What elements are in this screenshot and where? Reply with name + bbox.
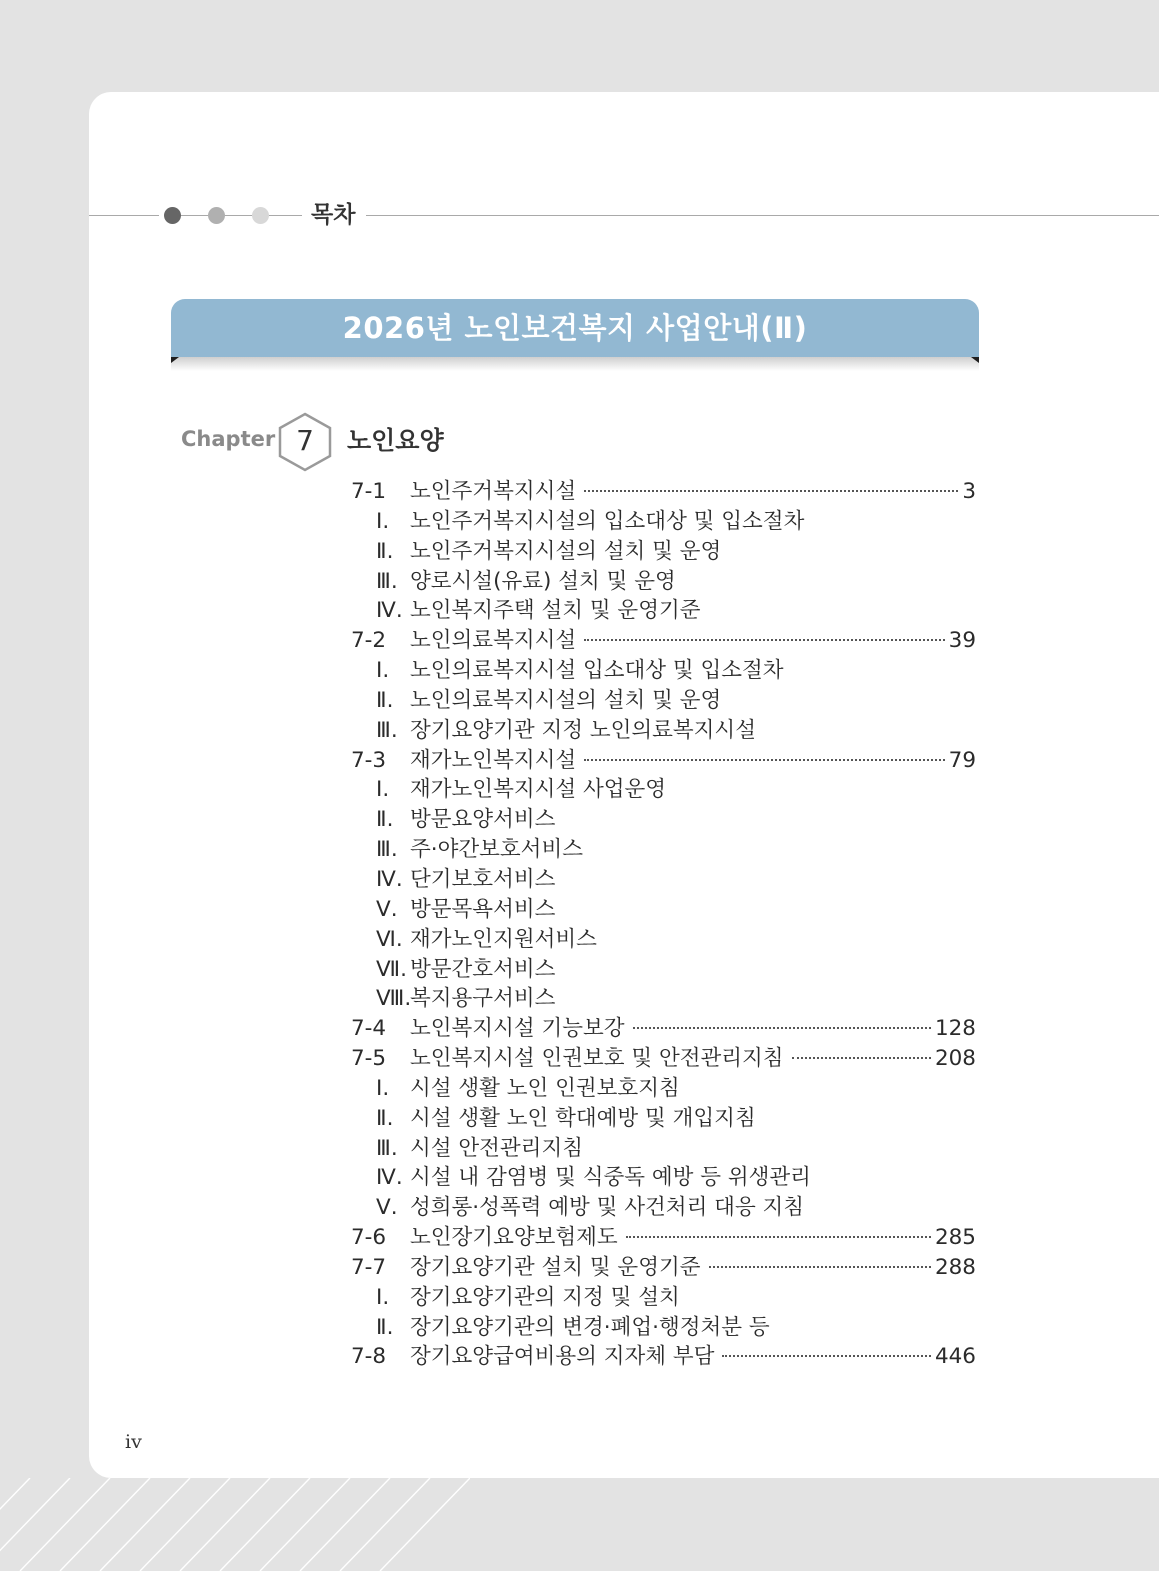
toc-subentry-title: 성희롱·성폭력 예방 및 사건처리 대응 지침 (410, 1195, 805, 1221)
toc-subentry-numeral: Ⅶ. (376, 956, 407, 982)
toc-entry-number: 7-8 (351, 1344, 387, 1370)
toc-subentry-title: 노인주거복지시설의 입소대상 및 입소절차 (410, 508, 805, 534)
toc-subentry-numeral: Ⅰ. (376, 658, 390, 684)
table-of-contents (351, 477, 976, 1372)
toc-entry-number: 7-3 (351, 747, 387, 773)
page-sheet (89, 92, 1159, 1478)
toc-subentry-numeral: Ⅷ. (376, 986, 412, 1012)
banner-fold-right (971, 357, 979, 363)
toc-subentry-title: 장기요양기관의 지정 및 설치 (410, 1284, 680, 1310)
toc-subentry[interactable] (351, 716, 976, 746)
toc-entry-page: 446 (934, 1344, 976, 1370)
toc-entry[interactable] (351, 746, 976, 776)
toc-entry[interactable] (351, 1253, 976, 1283)
toc-entry[interactable] (351, 1044, 976, 1074)
toc-entry-number: 7-5 (351, 1046, 387, 1072)
toc-subentry[interactable] (351, 596, 976, 626)
header-line-seg3 (269, 215, 302, 216)
toc-subentry-numeral: Ⅲ. (376, 717, 398, 743)
toc-subentry-title: 장기요양기관의 변경·폐업·행정처분 등 (410, 1314, 770, 1340)
dot-leader (633, 1026, 931, 1029)
toc-subentry-title: 주·야간보호서비스 (410, 837, 583, 863)
toc-entry-title: 노인복지시설 인권보호 및 안전관리지침 (410, 1046, 784, 1072)
dot-leader (584, 758, 944, 761)
toc-subentry[interactable] (351, 1283, 976, 1313)
toc-subentry-title: 장기요양기관 지정 노인의료복지시설 (410, 717, 756, 743)
toc-entry-title: 장기요양급여비용의 지자체 부담 (410, 1344, 715, 1370)
toc-subentry-numeral: Ⅰ. (376, 508, 390, 534)
toc-entry-title: 노인장기요양보험제도 (410, 1225, 618, 1251)
toc-subentry-title: 재가노인지원서비스 (410, 926, 597, 952)
toc-entry-title: 장기요양기관 설치 및 운영기준 (410, 1254, 701, 1280)
header-line-seg1 (181, 215, 208, 216)
toc-subentry[interactable] (351, 895, 976, 925)
toc-subentry[interactable] (351, 686, 976, 716)
toc-subentry-numeral: Ⅰ. (376, 1075, 390, 1101)
toc-entry-title: 노인복지시설 기능보강 (410, 1016, 625, 1042)
section-header (89, 197, 1159, 233)
toc-entry-page: 285 (934, 1225, 976, 1251)
toc-entry[interactable] (351, 477, 976, 507)
toc-subentry-numeral: Ⅰ. (376, 1284, 390, 1310)
dot-leader (792, 1056, 931, 1059)
section-title: 목차 (311, 202, 356, 228)
toc-entry-page: 3 (962, 479, 976, 504)
book-title: 2026년 노인보건복지 사업안내(Ⅱ) (342, 311, 808, 345)
toc-subentry-title: 시설 생활 노인 인권보호지침 (410, 1075, 680, 1101)
toc-subentry[interactable] (351, 1134, 976, 1164)
dot-leader (722, 1354, 931, 1357)
toc-subentry-numeral: Ⅳ. (376, 866, 403, 892)
toc-subentry[interactable] (351, 1104, 976, 1134)
toc-subentry-title: 노인의료복지시설의 설치 및 운영 (410, 687, 722, 713)
dot-leader (584, 489, 958, 492)
chapter-number: 7 (296, 424, 314, 457)
toc-subentry[interactable] (351, 925, 976, 955)
toc-subentry-title: 노인복지주택 설치 및 운영기준 (410, 598, 701, 624)
toc-subentry-title: 방문간호서비스 (410, 956, 556, 982)
toc-entry-number: 7-4 (351, 1016, 387, 1042)
toc-subentry-title: 시설 생활 노인 학대예방 및 개입지침 (410, 1105, 756, 1131)
toc-subentry-title: 복지용구서비스 (410, 986, 556, 1012)
toc-subentry-title: 노인의료복지시설 입소대상 및 입소절차 (410, 658, 784, 684)
toc-subentry-title: 방문요양서비스 (410, 807, 556, 833)
toc-subentry[interactable] (351, 835, 976, 865)
toc-subentry-numeral: Ⅱ. (376, 807, 394, 833)
toc-subentry-numeral: Ⅳ. (376, 1165, 403, 1191)
toc-subentry-title: 노인주거복지시설의 설치 및 운영 (410, 538, 722, 564)
header-dot-light (252, 207, 269, 224)
header-line-right (366, 215, 1159, 216)
chapter-word: Chapter (181, 427, 276, 451)
toc-entry[interactable] (351, 1342, 976, 1372)
toc-subentry-numeral: Ⅰ. (376, 777, 390, 803)
toc-entry-title: 노인주거복지시설 (410, 479, 577, 504)
toc-subentry[interactable] (351, 1193, 976, 1223)
toc-subentry[interactable] (351, 775, 976, 805)
toc-subentry[interactable] (351, 984, 976, 1014)
toc-subentry-numeral: Ⅱ. (376, 1314, 394, 1340)
toc-entry-page: 79 (948, 747, 976, 773)
book-title-banner (171, 299, 979, 357)
toc-subentry[interactable] (351, 865, 976, 895)
toc-subentry-numeral: Ⅲ. (376, 837, 398, 863)
toc-subentry-numeral: Ⅱ. (376, 1105, 394, 1131)
toc-subentry[interactable] (351, 805, 976, 835)
toc-subentry-title: 재가노인복지시설 사업운영 (410, 777, 667, 803)
toc-subentry-title: 방문목욕서비스 (410, 896, 556, 922)
toc-subentry[interactable] (351, 537, 976, 567)
toc-entry-page: 288 (934, 1254, 976, 1280)
header-dot-mid (208, 207, 225, 224)
header-dot-dark (164, 207, 181, 224)
page-number: iv (125, 1431, 142, 1453)
toc-entry-number: 7-1 (351, 479, 387, 504)
toc-subentry-title: 단기보호서비스 (410, 866, 556, 892)
dot-leader (709, 1265, 931, 1268)
toc-entry[interactable] (351, 1223, 976, 1253)
toc-entry-page: 39 (948, 628, 976, 654)
toc-subentry[interactable] (351, 567, 976, 597)
toc-subentry-numeral: Ⅴ. (376, 896, 398, 922)
toc-entry-title: 재가노인복지시설 (410, 747, 577, 773)
toc-subentry-numeral: Ⅲ. (376, 1135, 398, 1161)
toc-subentry-title: 양로시설(유료) 설치 및 운영 (410, 568, 676, 594)
banner-fold-left (171, 357, 179, 363)
toc-subentry-numeral: Ⅵ. (376, 926, 403, 952)
toc-subentry[interactable] (351, 1313, 976, 1343)
toc-entry-title: 노인의료복지시설 (410, 628, 577, 654)
toc-subentry[interactable] (351, 955, 976, 985)
toc-subentry-numeral: Ⅱ. (376, 538, 394, 564)
header-line-left (89, 215, 159, 216)
chapter-heading (181, 410, 581, 474)
toc-subentry[interactable] (351, 507, 976, 537)
toc-entry-number: 7-2 (351, 628, 387, 654)
toc-entry-number: 7-7 (351, 1254, 387, 1280)
toc-subentry-title: 시설 안전관리지침 (410, 1135, 583, 1161)
toc-entry-page: 208 (934, 1046, 976, 1072)
toc-subentry-numeral: Ⅲ. (376, 568, 398, 594)
header-line-seg2 (225, 215, 252, 216)
toc-subentry-numeral: Ⅱ. (376, 687, 394, 713)
banner-shadow (171, 357, 979, 371)
toc-entry[interactable] (351, 1014, 976, 1044)
toc-subentry-numeral: Ⅳ. (376, 598, 403, 624)
toc-subentry-numeral: Ⅴ. (376, 1195, 398, 1221)
toc-subentry-title: 시설 내 감염병 및 식중독 예방 등 위생관리 (410, 1165, 811, 1191)
toc-subentry[interactable] (351, 1163, 976, 1193)
background-stripes (0, 1478, 470, 1571)
dot-leader (584, 638, 944, 641)
chapter-title: 노인요양 (347, 426, 444, 455)
toc-subentry[interactable] (351, 656, 976, 686)
toc-entry[interactable] (351, 626, 976, 656)
toc-entry-page: 128 (934, 1016, 976, 1042)
toc-entry-number: 7-6 (351, 1225, 387, 1251)
toc-subentry[interactable] (351, 1074, 976, 1104)
dot-leader (626, 1235, 931, 1238)
